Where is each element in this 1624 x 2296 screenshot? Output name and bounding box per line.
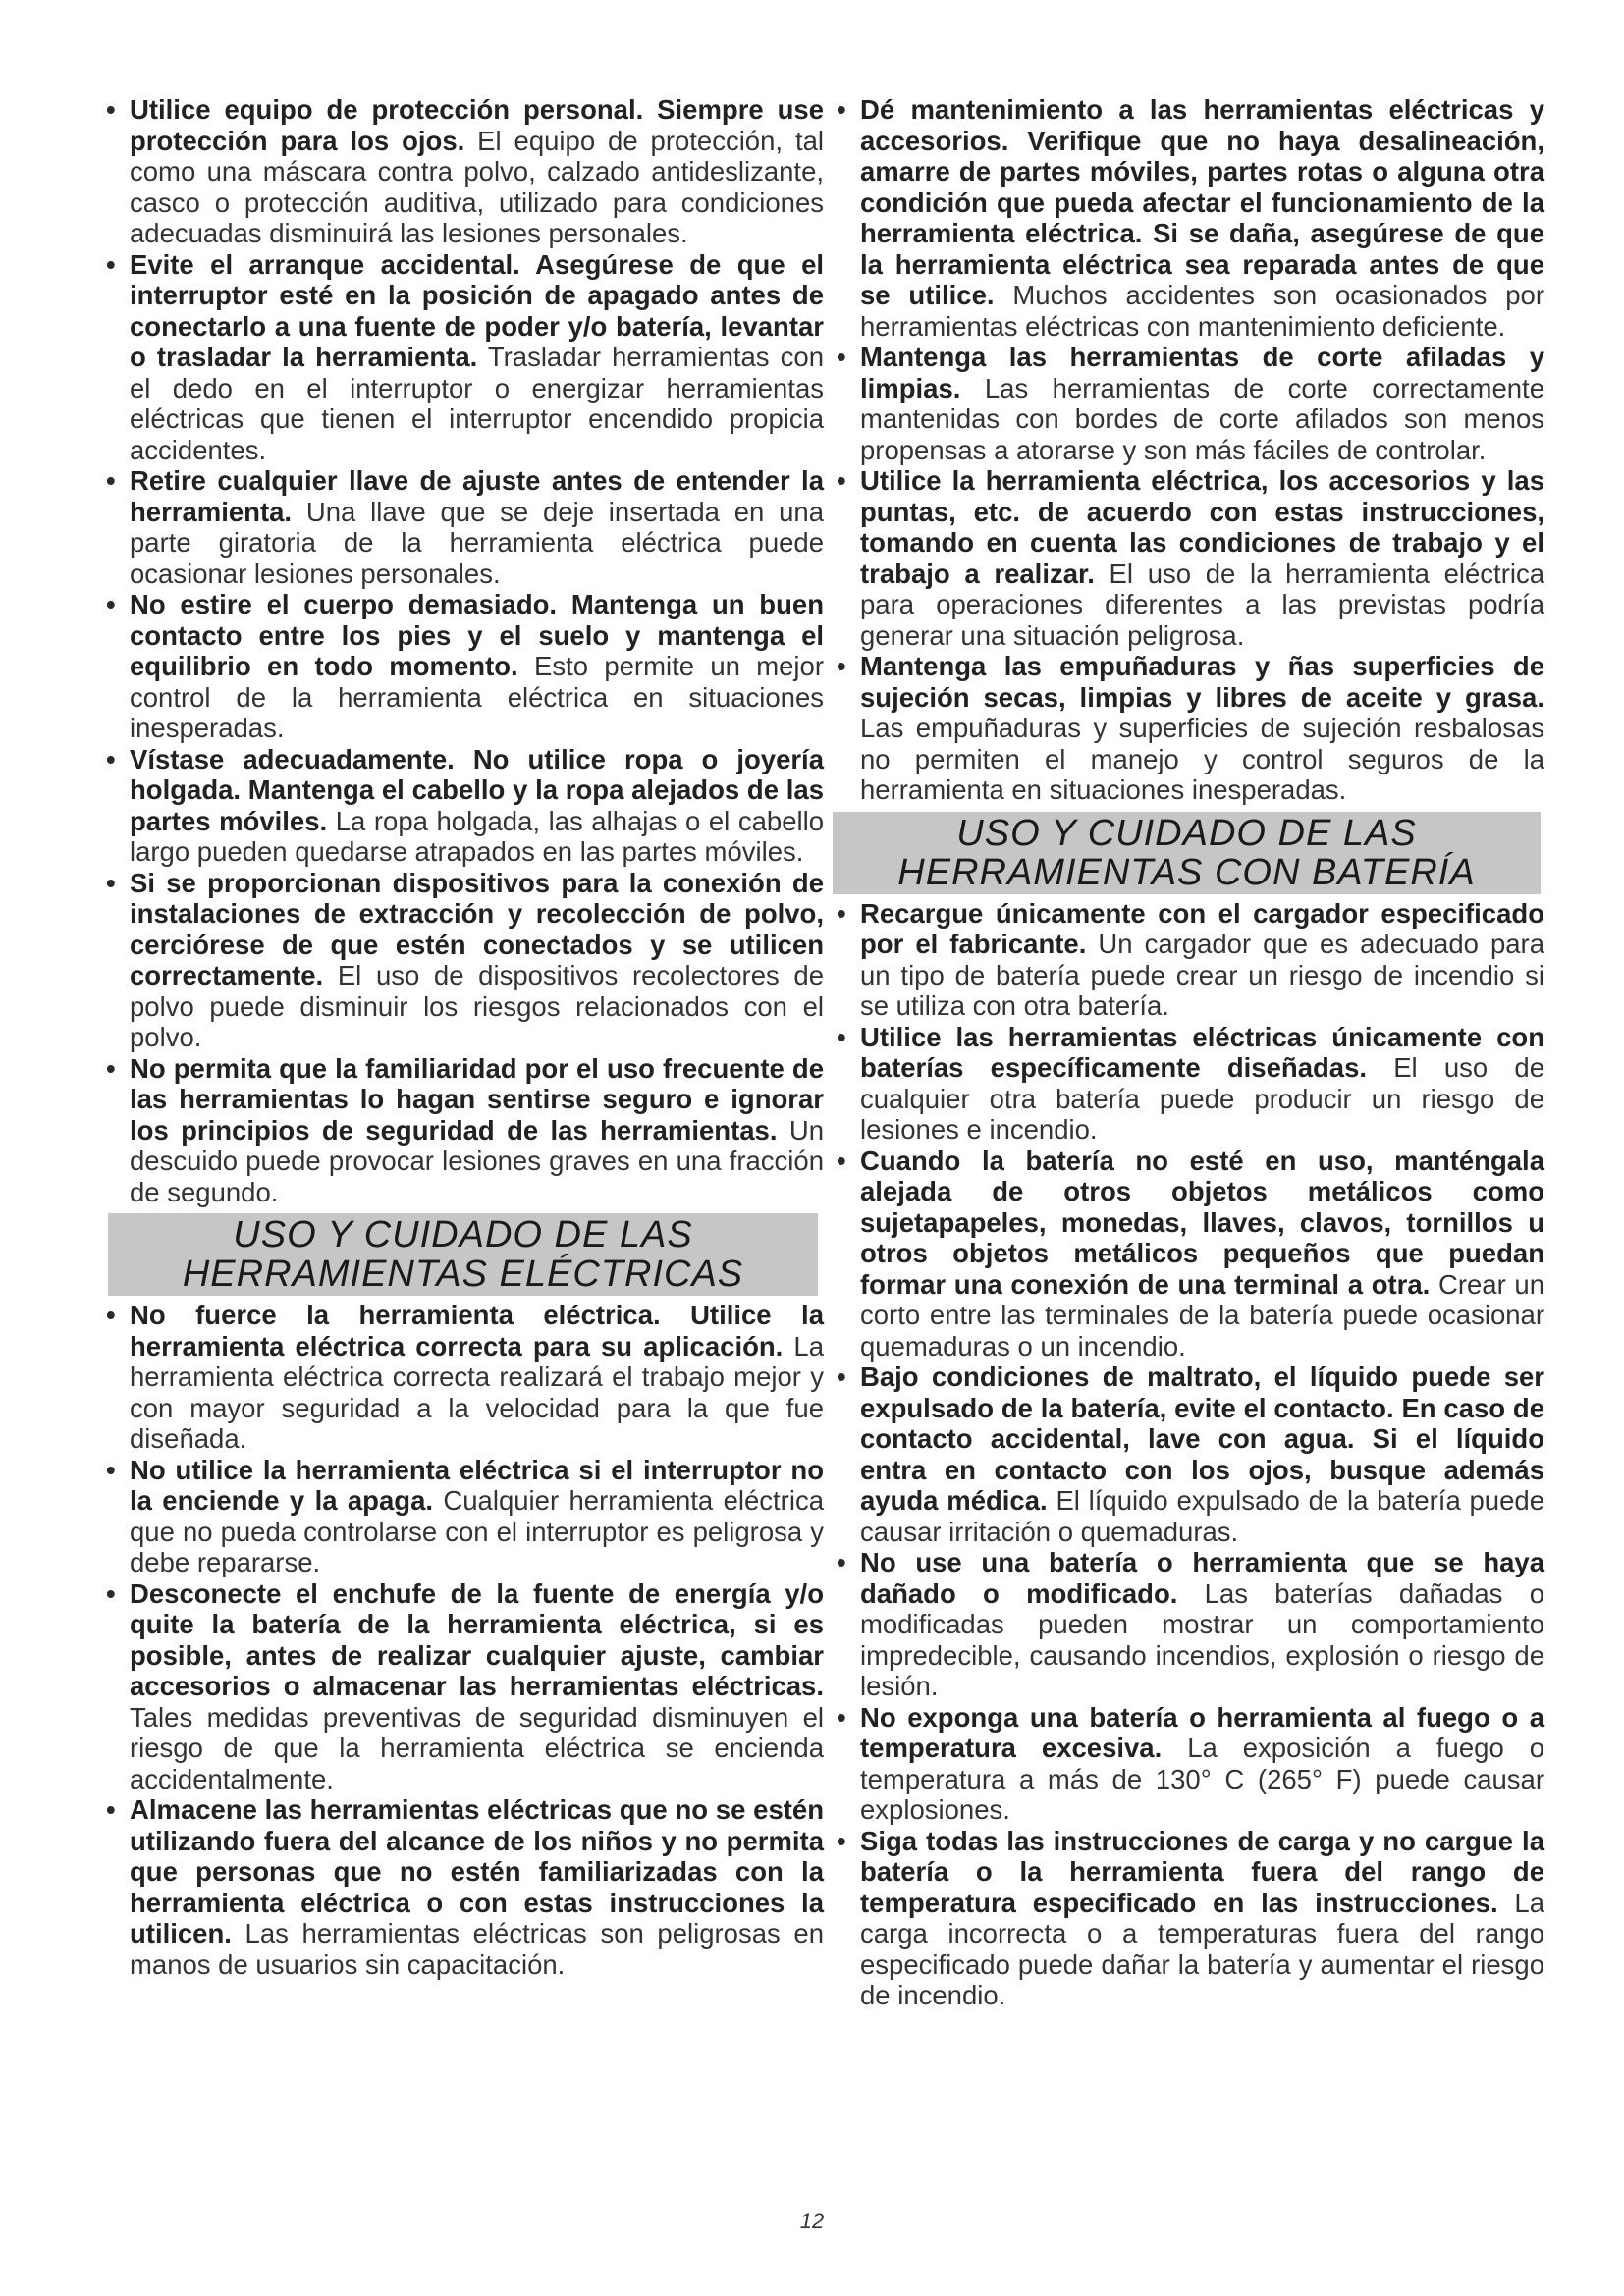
bullet-item	[833, 1146, 1544, 1362]
bullet-item	[102, 744, 824, 868]
bullet-body: El uso de dispositivos recolectores de polvo puede disminuir los riesgos relacionados con el polvo.	[130, 960, 824, 1052]
bullet-body: Cualquier herramienta eléctrica que no pueda controlarse con el interruptor es peligrosa y debe repararse.	[130, 1485, 824, 1577]
bullet-body: Las herramientas eléctricas son peligrosas en manos de usuarios sin capacitación.	[130, 1918, 824, 1980]
bullet-marker: •	[837, 1547, 846, 1577]
section-header-power-tools	[108, 1213, 818, 1296]
bullet-marker: •	[106, 867, 116, 898]
right-column	[833, 94, 1544, 2011]
bullet-item	[102, 94, 824, 249]
bullet-marker: •	[837, 1145, 846, 1176]
bullet-marker: •	[106, 94, 116, 125]
right-items-a	[833, 94, 1544, 806]
bullet-body: Un cargador que es adecuado para un tipo de batería puede crear un riesgo de incendio si se utiliza con otra batería.	[860, 929, 1544, 1021]
bullet-heading: Mantenga las empuñaduras y ñas superficies de sujeción secas, limpias y libres de aceite y grasa.	[860, 651, 1544, 713]
bullet-item	[833, 1826, 1544, 2011]
bullet-body: Tales medidas preventivas de seguridad disminuyen el riesgo de que la herramienta eléctrica se encienda accidentalmente.	[130, 1701, 824, 1794]
section-title-line1: USO Y CUIDADO DE LAS	[233, 1214, 693, 1255]
bullet-item	[833, 898, 1544, 1022]
bullet-item	[102, 1794, 824, 1980]
bullet-body: Las empuñaduras y superficies de sujeción resbalosas no permiten el manejo y control seguros de la herramienta en situaciones inesperadas.	[860, 713, 1544, 805]
bullet-item	[102, 1300, 824, 1455]
bullet-item	[102, 1053, 824, 1208]
bullet-marker: •	[837, 1362, 846, 1392]
bullet-heading: No estire el cuerpo demasiado. Mantenga un buen contacto entre los pies y el suelo y mantenga el equilibrio en todo momento.	[130, 589, 824, 681]
bullet-heading: No exponga una batería o herramienta al fuego o a temperatura excesiva.	[860, 1701, 1544, 1763]
bullet-item	[833, 1702, 1544, 1826]
bullet-item	[102, 868, 824, 1053]
left-items-a	[102, 94, 824, 1207]
bullet-marker: •	[106, 465, 116, 496]
right-items-b	[833, 898, 1544, 2011]
bullet-item	[833, 342, 1544, 465]
bullet-heading: Mantenga las herramientas de corte afiladas y limpias.	[860, 342, 1544, 403]
bullet-body: Una llave que se deje insertada en una parte giratoria de la herramienta eléctrica puede ocasionar lesiones personales.	[130, 496, 824, 589]
bullet-body: El equipo de protección, tal como una máscara contra polvo, calzado antideslizante, casco o protección auditiva, utilizado para condiciones adecuadas disminuirá las lesiones personales.	[130, 125, 824, 248]
bullet-marker: •	[837, 465, 846, 496]
bullet-item	[833, 1362, 1544, 1547]
bullet-marker: •	[837, 1701, 846, 1733]
bullet-heading: Utilice equipo de protección personal. Siempre use protección para los ojos.	[130, 94, 824, 156]
bullet-marker: •	[106, 248, 116, 280]
bullet-body: La exposición a fuego o temperatura a más de 130° C (265° F) puede causar explosiones.	[860, 1733, 1544, 1825]
bullet-heading: Retire cualquier llave de ajuste antes de entender la herramienta.	[130, 465, 824, 527]
bullet-marker: •	[837, 897, 846, 929]
bullet-heading: Recargue únicamente con el cargador especificado por el fabricante.	[860, 897, 1544, 959]
left-items-b	[102, 1300, 824, 1980]
bullet-heading: No use una batería o herramienta que se haya dañado o modificado.	[860, 1547, 1544, 1609]
bullet-heading: Siga todas las instrucciones de carga y no cargue la batería o la herramienta fuera del rango de temperatura especificado en las instrucciones.	[860, 1825, 1544, 1918]
bullet-body: Trasladar herramientas con el dedo en el interruptor o energizar herramientas eléctricas que tienen el interruptor encendido propicia accidentes.	[130, 342, 824, 465]
bullet-body: El uso de cualquier otra batería puede producir un riesgo de lesiones e incendio.	[860, 1052, 1544, 1145]
bullet-marker: •	[106, 1300, 116, 1330]
bullet-body: El uso de la herramienta eléctrica para operaciones diferentes a las previstas podría generar una situación peligrosa.	[860, 558, 1545, 651]
bullet-heading: Dé mantenimiento a las herramientas eléctricas y accesorios. Verifique que no haya desalineación, amarre de partes móviles, partes rotas o alguna otra condición que pueda afectar el funcionamiento de la herramienta eléctrica. Si se daña, asegúrese de que la herramienta eléctrica sea reparada antes de que se utilice.	[860, 94, 1544, 310]
bullet-body: Las herramientas de corte correctamente mantenidas con bordes de corte afilados son menos propensas a atorarse y son más fáciles de controlar.	[860, 372, 1544, 465]
bullet-body: El líquido expulsado de la batería puede causar irritación o quemaduras.	[860, 1485, 1544, 1547]
bullet-marker: •	[106, 1577, 116, 1609]
bullet-heading: Si se proporcionan dispositivos para la conexión de instalaciones de extracción y recolección de polvo, cerciórese de que estén conectados y se utilicen correctamente.	[130, 867, 824, 990]
bullet-item	[102, 249, 824, 466]
section-header-battery-tools	[833, 812, 1541, 894]
bullet-item	[102, 589, 824, 744]
bullet-heading: Almacene las herramientas eléctricas que no se estén utilizando fuera del alcance de los niños y no permita que personas que no estén familiarizadas con la herramienta eléctrica o con estas instrucciones la utilicen.	[130, 1794, 824, 1949]
bullet-heading: Utilice las herramientas eléctricas únicamente con baterías específicamente diseñadas.	[860, 1021, 1544, 1083]
bullet-marker: •	[106, 1052, 116, 1084]
bullet-heading: No fuerce la herramienta eléctrica. Utilice la herramienta eléctrica correcta para su aplicación.	[130, 1300, 824, 1362]
bullet-body: Muchos accidentes son ocasionados por herramientas eléctricas con mantenimiento deficiente.	[860, 280, 1545, 342]
section-title-line2: HERRAMIENTAS CON BATERÍA	[897, 851, 1476, 893]
bullet-marker: •	[106, 1794, 116, 1825]
bullet-item	[833, 465, 1544, 651]
bullet-heading: Vístase adecuadamente. No utilice ropa o joyería holgada. Mantenga el cabello y la ropa alejados de las partes móviles.	[130, 743, 824, 836]
bullet-item	[102, 465, 824, 589]
bullet-item	[833, 1022, 1544, 1146]
bullet-body: La herramienta eléctrica correcta realizará el trabajo mejor y con mayor seguridad a la velocidad para la que fue diseñada.	[130, 1330, 825, 1454]
bullet-marker: •	[837, 1021, 846, 1052]
section-title-line2: HERRAMIENTAS ELÉCTRICAS	[182, 1254, 744, 1295]
bullet-marker: •	[106, 743, 116, 774]
bullet-body: Las baterías dañadas o modificadas pueden mostrar un comportamiento impredecible, causando incendios, explosión o riesgo de lesión.	[860, 1577, 1544, 1701]
bullet-heading: Desconecte el enchufe de la fuente de energía y/o quite la batería de la herramienta eléctrica, si es posible, antes de realizar cualquier ajuste, cambiar accesorios o almacenar las herramientas eléctricas.	[130, 1577, 824, 1701]
bullet-body: La ropa holgada, las alhajas o el cabello largo pueden quedarse atrapados en las partes móviles.	[130, 805, 824, 867]
section-title-line1: USO Y CUIDADO DE LAS	[956, 812, 1417, 854]
bullet-marker: •	[837, 1825, 846, 1856]
bullet-heading: No utilice la herramienta eléctrica si el interruptor no la enciende y la apaga.	[130, 1454, 824, 1516]
bullet-item	[833, 1547, 1544, 1702]
bullet-item	[833, 94, 1544, 342]
bullet-marker: •	[106, 589, 116, 619]
bullet-marker: •	[106, 1454, 116, 1485]
bullet-marker: •	[837, 94, 846, 125]
bullet-marker: •	[837, 651, 846, 681]
bullet-body: Un descuido puede provocar lesiones graves en una fracción de segundo.	[130, 1114, 824, 1207]
bullet-body: Esto permite un mejor control de la herramienta eléctrica en situaciones inesperadas.	[130, 651, 824, 743]
bullet-heading: Utilice la herramienta eléctrica, los accesorios y las puntas, etc. de acuerdo con estas instrucciones, tomando en cuenta las condiciones de trabajo y el trabajo a realizar.	[860, 465, 1544, 589]
bullet-item	[102, 1455, 824, 1578]
bullet-item	[833, 651, 1544, 806]
bullet-marker: •	[837, 342, 846, 372]
bullet-heading: Bajo condiciones de maltrato, el líquido puede ser expulsado de la batería, evite el contacto. En caso de contacto accidental, lave con agua. Si el líquido entra en contacto con los ojos, busque además ayuda médica.	[860, 1362, 1544, 1516]
bullet-body: La carga incorrecta o a temperaturas fuera del rango especificado puede dañar la batería y aumentar el riesgo de incendio.	[860, 1887, 1545, 2010]
bullet-heading: Cuando la batería no esté en uso, manténgala alejada de otros objetos metálicos como sujetapapeles, monedas, llaves, clavos, tornillos u otros objetos metálicos pequeños que puedan formar una conexión de una terminal a otra.	[860, 1145, 1544, 1300]
bullet-heading: Evite el arranque accidental. Asegúrese de que el interruptor esté en la posición de apagado antes de conectarlo a una fuente de poder y/o batería, levantar o trasladar la herramienta.	[130, 248, 824, 372]
bullet-body: Crear un corto entre las terminales de la batería puede ocasionar quemaduras o un incendio.	[860, 1268, 1544, 1362]
bullet-item	[102, 1578, 824, 1795]
left-column	[102, 94, 824, 1980]
page-number: 12	[799, 2209, 825, 2233]
bullet-heading: No permita que la familiaridad por el uso frecuente de las herramientas lo hagan sentirse seguro e ignorar los principios de seguridad de las herramientas.	[130, 1052, 824, 1146]
